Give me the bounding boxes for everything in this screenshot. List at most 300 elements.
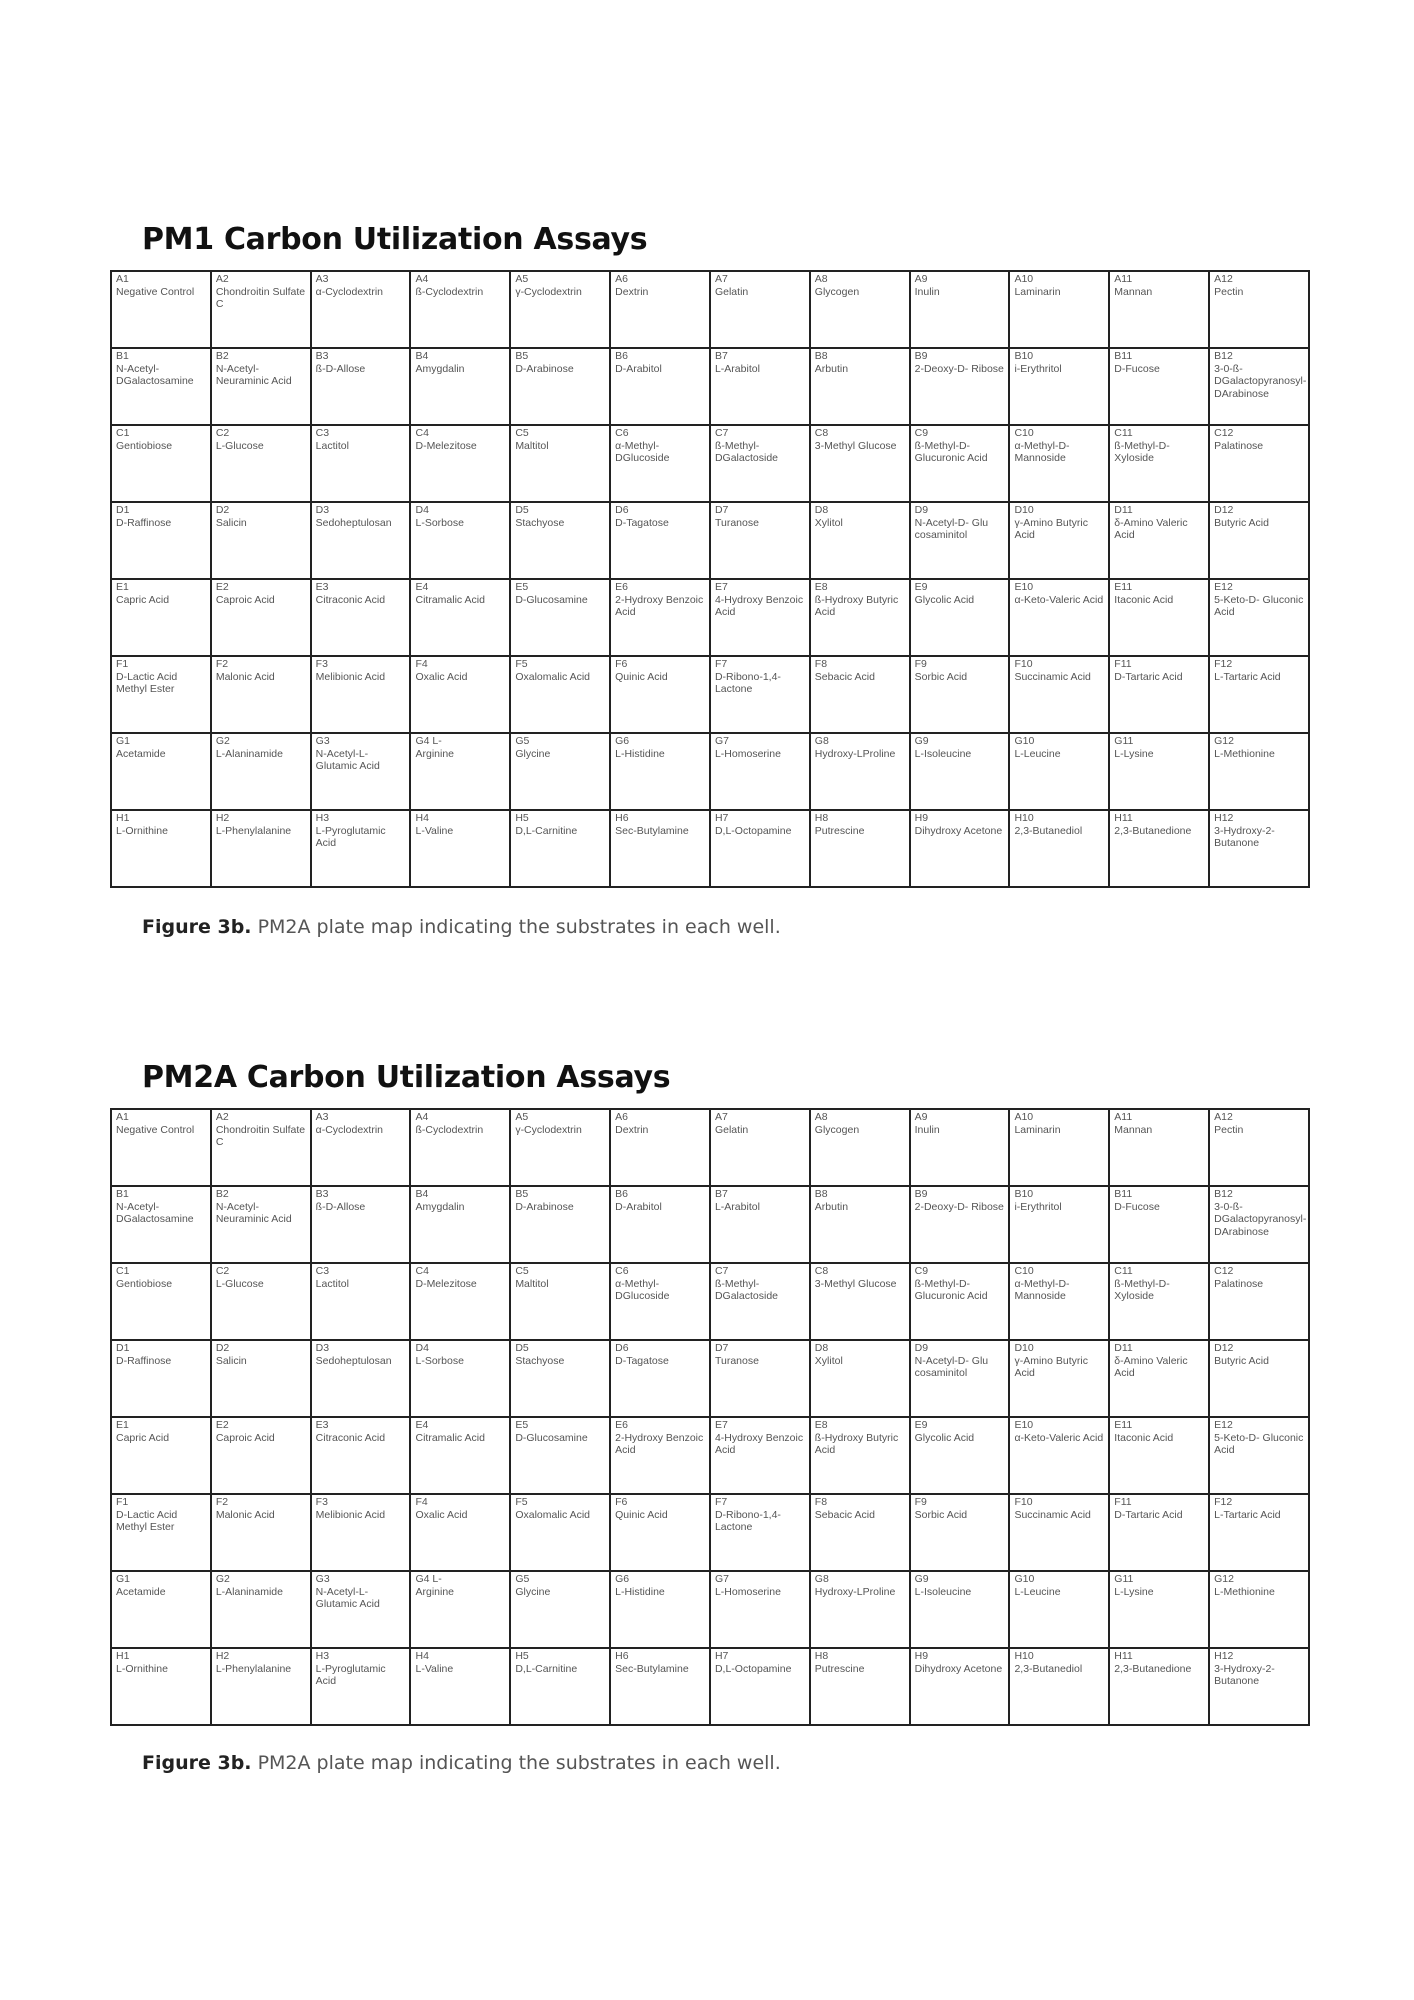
well-substrate: 3-Hydroxy-2- Butanone xyxy=(1214,1662,1275,1687)
well-id: D7 xyxy=(714,504,729,516)
plate-well xyxy=(810,656,910,733)
well-id: B1 xyxy=(116,1188,129,1200)
well-id: C5 xyxy=(515,427,529,439)
plate-well xyxy=(1109,1109,1209,1186)
plate-well xyxy=(1009,579,1109,656)
well-substrate: N-Acetyl-L- Glutamic Acid xyxy=(315,747,380,772)
plate-well xyxy=(510,425,610,502)
well-substrate: Negative Control xyxy=(116,285,195,298)
well-id: F12 xyxy=(1214,1496,1233,1508)
well-substrate: L-Ornithine xyxy=(116,1662,168,1675)
plate-well xyxy=(1109,1417,1209,1494)
well-substrate: Inulin xyxy=(914,1123,940,1136)
well-substrate: ß-Hydroxy Butyric Acid xyxy=(814,1431,899,1456)
well-substrate: Melibionic Acid xyxy=(315,1508,386,1521)
plate-well xyxy=(311,1494,411,1571)
well-substrate: Mannan xyxy=(1114,285,1153,298)
plate-well xyxy=(610,579,710,656)
well-substrate: Arginine xyxy=(415,747,455,760)
well-id: B6 xyxy=(615,350,628,362)
well-id: F4 xyxy=(415,1496,428,1508)
well-substrate: Citramalic Acid xyxy=(415,1431,485,1444)
plate-well xyxy=(710,1340,810,1417)
plate-well xyxy=(1009,271,1109,348)
plate-well xyxy=(910,1340,1010,1417)
well-substrate: D-Melezitose xyxy=(415,439,477,452)
plate-well xyxy=(910,1186,1010,1263)
plate-well xyxy=(311,425,411,502)
well-id: D1 xyxy=(116,504,130,516)
plate-well xyxy=(910,1417,1010,1494)
plate-well xyxy=(1209,425,1309,502)
well-substrate: L-Phenylalanine xyxy=(215,824,292,837)
well-substrate: ß-D-Allose xyxy=(315,362,366,375)
well-substrate: Hydroxy-LProline xyxy=(814,1585,896,1598)
plate-well xyxy=(410,1417,510,1494)
well-id: D12 xyxy=(1214,1342,1234,1354)
well-id: B3 xyxy=(315,350,329,362)
well-substrate: L-Isoleucine xyxy=(914,747,972,760)
well-id: B5 xyxy=(515,1188,529,1200)
well-substrate: 4-Hydroxy Benzoic Acid xyxy=(714,1431,804,1456)
plate-well xyxy=(510,502,610,579)
well-id: F9 xyxy=(914,1496,927,1508)
well-substrate: N-Acetyl-D- Glu cosaminitol xyxy=(914,516,989,541)
well-substrate: D-Arabinose xyxy=(515,362,574,375)
well-substrate: Pectin xyxy=(1214,1123,1244,1136)
plate-well xyxy=(111,1109,211,1186)
well-substrate: D-Glucosamine xyxy=(515,593,588,606)
well-id: H11 xyxy=(1114,812,1133,824)
well-id: G6 xyxy=(615,1573,630,1585)
well-substrate: Gelatin xyxy=(714,285,749,298)
well-substrate: 2,3-Butanedione xyxy=(1114,824,1192,837)
plate-well xyxy=(610,1571,710,1648)
well-id: B5 xyxy=(515,350,529,362)
well-substrate: Caproic Acid xyxy=(215,1431,275,1444)
well-id: H8 xyxy=(814,812,829,824)
plate-well xyxy=(1209,502,1309,579)
well-id: G2 xyxy=(215,735,230,747)
well-id: G9 xyxy=(914,1573,929,1585)
caption-label: Figure 3b. xyxy=(142,916,252,938)
well-id: G12 xyxy=(1214,735,1234,747)
well-id: A5 xyxy=(515,273,529,285)
plate-well xyxy=(1209,1340,1309,1417)
well-id: H9 xyxy=(914,1650,929,1662)
well-substrate: Maltitol xyxy=(515,1277,549,1290)
plate-well xyxy=(311,810,411,887)
well-id: G10 xyxy=(1014,735,1035,747)
plate-well xyxy=(1109,1648,1209,1725)
plate-well xyxy=(910,1109,1010,1186)
well-id: E5 xyxy=(515,581,529,593)
well-id: H12 xyxy=(1214,1650,1234,1662)
well-substrate: ß-Cyclodextrin xyxy=(415,1123,484,1136)
well-substrate: Lactitol xyxy=(315,1277,349,1290)
plate-row xyxy=(111,656,1309,733)
plate-well xyxy=(610,1109,710,1186)
well-id: C10 xyxy=(1014,1265,1034,1277)
well-substrate: Turanose xyxy=(714,516,759,529)
well-substrate: α-Methyl-D- Mannoside xyxy=(1014,1277,1070,1302)
well-substrate: ß-D-Allose xyxy=(315,1200,366,1213)
well-substrate: Glycine xyxy=(515,747,551,760)
plate-well xyxy=(510,348,610,425)
well-substrate: Glycolic Acid xyxy=(914,593,975,606)
well-substrate: ß-Methyl- DGalactoside xyxy=(714,1277,778,1302)
well-id: A1 xyxy=(116,1111,129,1123)
well-id: B6 xyxy=(615,1188,628,1200)
well-id: G3 xyxy=(315,735,330,747)
plate-well xyxy=(410,1263,510,1340)
plate-well xyxy=(1209,1417,1309,1494)
well-substrate: L-Lysine xyxy=(1114,1585,1154,1598)
well-substrate: ß-Cyclodextrin xyxy=(415,285,484,298)
well-substrate: D-Raffinose xyxy=(116,1354,172,1367)
plate-well xyxy=(1209,1494,1309,1571)
plate-well xyxy=(910,271,1010,348)
plate-well xyxy=(410,1109,510,1186)
plate-well xyxy=(211,1340,311,1417)
well-substrate: i-Erythritol xyxy=(1014,362,1062,375)
plate-well xyxy=(1109,1263,1209,1340)
well-id: D5 xyxy=(515,504,529,516)
plate-well xyxy=(311,1263,411,1340)
well-id: H10 xyxy=(1014,812,1034,824)
well-substrate: ß-Methyl-D- Xyloside xyxy=(1114,439,1170,464)
well-id: B7 xyxy=(714,1188,728,1200)
well-id: A3 xyxy=(315,273,329,285)
plate-row xyxy=(111,1648,1309,1725)
well-id: C7 xyxy=(714,427,729,439)
well-id: A12 xyxy=(1214,1111,1233,1123)
plate-well xyxy=(1009,1571,1109,1648)
plate-well xyxy=(410,733,510,810)
plate-well xyxy=(510,1340,610,1417)
plate-well xyxy=(311,348,411,425)
plate-well xyxy=(111,1494,211,1571)
plate-well xyxy=(211,1109,311,1186)
well-id: A4 xyxy=(415,273,429,285)
well-id: H6 xyxy=(615,1650,629,1662)
well-id: H6 xyxy=(615,812,629,824)
plate-well xyxy=(810,1648,910,1725)
plate-well xyxy=(510,656,610,733)
well-id: C3 xyxy=(315,427,330,439)
well-substrate: ß-Methyl- DGalactoside xyxy=(714,439,778,464)
plate-well xyxy=(1009,502,1109,579)
well-substrate: Quinic Acid xyxy=(615,670,668,683)
well-substrate: N-Acetyl- DGalactosamine xyxy=(116,1200,194,1225)
plate-well xyxy=(1109,810,1209,887)
well-id: F9 xyxy=(914,658,927,670)
well-id: E9 xyxy=(914,581,928,593)
well-substrate: D-Raffinose xyxy=(116,516,172,529)
well-substrate: Laminarin xyxy=(1014,285,1061,298)
well-id: D9 xyxy=(914,1342,929,1354)
well-id: E7 xyxy=(714,581,728,593)
well-substrate: N-Acetyl- Neuraminic Acid xyxy=(215,362,292,387)
well-substrate: Oxalomalic Acid xyxy=(515,1508,591,1521)
plate-well xyxy=(1209,733,1309,810)
plate-well xyxy=(311,733,411,810)
plate-well xyxy=(610,1648,710,1725)
well-substrate: Sec-Butylamine xyxy=(615,1662,689,1675)
well-substrate: Gentiobiose xyxy=(116,1277,173,1290)
plate-well xyxy=(610,656,710,733)
plate-well xyxy=(311,271,411,348)
well-id: G3 xyxy=(315,1573,330,1585)
well-substrate: Citramalic Acid xyxy=(415,593,485,606)
well-substrate: Chondroitin Sulfate C xyxy=(215,1123,306,1148)
plate-well xyxy=(410,1340,510,1417)
well-substrate: L-Alaninamide xyxy=(215,1585,283,1598)
plate-well xyxy=(410,579,510,656)
well-substrate: 3-Methyl Glucose xyxy=(814,1277,897,1290)
well-id: C7 xyxy=(714,1265,729,1277)
well-id: E3 xyxy=(315,1419,329,1431)
well-substrate: Maltitol xyxy=(515,439,549,452)
well-id: C6 xyxy=(615,427,629,439)
well-substrate: Stachyose xyxy=(515,1354,565,1367)
well-substrate: Melibionic Acid xyxy=(315,670,386,683)
plate-well xyxy=(810,348,910,425)
plate-row xyxy=(111,1109,1309,1186)
well-substrate: D-Ribono-1,4- Lactone xyxy=(714,670,781,695)
plate-well xyxy=(410,425,510,502)
plate-well xyxy=(1109,1494,1209,1571)
well-substrate: D,L-Carnitine xyxy=(515,824,578,837)
plate-well xyxy=(211,1494,311,1571)
well-substrate: Sorbic Acid xyxy=(914,670,968,683)
well-substrate: Malonic Acid xyxy=(215,670,275,683)
well-id: G9 xyxy=(914,735,929,747)
well-substrate: δ-Amino Valeric Acid xyxy=(1114,1354,1188,1379)
well-id: A2 xyxy=(215,1111,229,1123)
well-id: A11 xyxy=(1114,1111,1133,1123)
well-substrate: Sebacic Acid xyxy=(814,1508,875,1521)
well-id: C11 xyxy=(1114,427,1133,439)
well-substrate: 5-Keto-D- Gluconic Acid xyxy=(1214,1431,1304,1456)
well-id: F5 xyxy=(515,658,528,670)
plate-row xyxy=(111,1494,1309,1571)
plate-row xyxy=(111,1340,1309,1417)
well-substrate: L-Homoserine xyxy=(714,1585,781,1598)
plate-row xyxy=(111,348,1309,425)
plate-well xyxy=(510,810,610,887)
well-id: E1 xyxy=(116,1419,129,1431)
plate-well xyxy=(510,1263,610,1340)
well-substrate: 2-Hydroxy Benzoic Acid xyxy=(615,593,704,618)
well-id: C12 xyxy=(1214,427,1234,439)
well-id: C8 xyxy=(814,1265,829,1277)
plate-well xyxy=(1009,1417,1109,1494)
well-substrate: Salicin xyxy=(215,516,247,529)
well-substrate: α-Methyl-D- Mannoside xyxy=(1014,439,1070,464)
well-id: B7 xyxy=(714,350,728,362)
well-id: C1 xyxy=(116,1265,130,1277)
plate-well xyxy=(1109,348,1209,425)
well-id: G6 xyxy=(615,735,630,747)
plate-well xyxy=(311,1340,411,1417)
well-substrate: D-Tartaric Acid xyxy=(1114,1508,1183,1521)
well-substrate: 2-Deoxy-D- Ribose xyxy=(914,1200,1004,1213)
well-substrate: D,L-Octopamine xyxy=(714,1662,792,1675)
well-substrate: D-Tartaric Acid xyxy=(1114,670,1183,683)
plate-well xyxy=(1109,1340,1209,1417)
well-id: F1 xyxy=(116,1496,129,1508)
well-id: E11 xyxy=(1114,581,1133,593)
well-id: C9 xyxy=(914,427,929,439)
well-substrate: 2,3-Butanedione xyxy=(1114,1662,1192,1675)
plate-well xyxy=(910,1648,1010,1725)
well-substrate: L-Tartaric Acid xyxy=(1214,670,1281,683)
well-substrate: Chondroitin Sulfate C xyxy=(215,285,306,310)
well-substrate: α-Cyclodextrin xyxy=(315,1123,383,1136)
well-id: A3 xyxy=(315,1111,329,1123)
well-substrate: γ-Amino Butyric Acid xyxy=(1014,516,1088,541)
well-id: F10 xyxy=(1014,658,1033,670)
plate-well xyxy=(211,579,311,656)
well-id: C3 xyxy=(315,1265,330,1277)
plate-well xyxy=(910,425,1010,502)
well-substrate: 5-Keto-D- Gluconic Acid xyxy=(1214,593,1304,618)
well-id: E6 xyxy=(615,1419,628,1431)
pm1-plate-map xyxy=(110,270,1310,888)
well-id: D6 xyxy=(615,1342,629,1354)
plate-well xyxy=(610,733,710,810)
plate-well xyxy=(510,271,610,348)
plate-well xyxy=(810,1417,910,1494)
well-substrate: D,L-Octopamine xyxy=(714,824,792,837)
well-id: F6 xyxy=(615,1496,628,1508)
plate-well xyxy=(710,1494,810,1571)
well-substrate: L-Leucine xyxy=(1014,1585,1061,1598)
well-id: H5 xyxy=(515,1650,529,1662)
well-substrate: D-Arabitol xyxy=(615,1200,662,1213)
well-id: C5 xyxy=(515,1265,529,1277)
well-substrate: Sec-Butylamine xyxy=(615,824,689,837)
plate-well xyxy=(410,656,510,733)
plate-well xyxy=(1209,1109,1309,1186)
well-id: B4 xyxy=(415,1188,429,1200)
plate-well xyxy=(410,810,510,887)
plate-well xyxy=(610,502,710,579)
plate-well xyxy=(810,271,910,348)
well-substrate: Succinamic Acid xyxy=(1014,1508,1091,1521)
well-substrate: Amygdalin xyxy=(415,362,465,375)
well-substrate: Gentiobiose xyxy=(116,439,173,452)
plate-well xyxy=(610,1340,710,1417)
well-id: A8 xyxy=(814,1111,828,1123)
well-id: H1 xyxy=(116,1650,130,1662)
plate-well xyxy=(211,1263,311,1340)
plate-well xyxy=(910,810,1010,887)
well-id: H3 xyxy=(315,812,330,824)
plate-well xyxy=(1109,1571,1209,1648)
well-id: F5 xyxy=(515,1496,528,1508)
well-substrate: L-Lysine xyxy=(1114,747,1154,760)
well-id: H12 xyxy=(1214,812,1234,824)
well-id: D7 xyxy=(714,1342,729,1354)
plate-well xyxy=(810,1340,910,1417)
well-substrate: L-Glucose xyxy=(215,439,264,452)
well-substrate: Quinic Acid xyxy=(615,1508,668,1521)
plate-well xyxy=(710,1263,810,1340)
well-id: A12 xyxy=(1214,273,1233,285)
well-substrate: L-Alaninamide xyxy=(215,747,283,760)
well-id: F7 xyxy=(714,658,728,670)
plate-well xyxy=(710,579,810,656)
well-id: F7 xyxy=(714,1496,728,1508)
plate-well xyxy=(810,502,910,579)
plate-well xyxy=(1009,1494,1109,1571)
plate-well xyxy=(211,733,311,810)
well-substrate: Sorbic Acid xyxy=(914,1508,968,1521)
plate-well xyxy=(410,348,510,425)
caption-label: Figure 3b. xyxy=(142,1752,252,1774)
well-id: E8 xyxy=(814,1419,828,1431)
well-substrate: Acetamide xyxy=(116,1585,166,1598)
well-substrate: Arbutin xyxy=(814,362,849,375)
well-id: B2 xyxy=(215,350,229,362)
well-substrate: Salicin xyxy=(215,1354,247,1367)
well-substrate: L-Valine xyxy=(415,1662,454,1675)
pm2a-title: PM2A Carbon Utilization Assays xyxy=(142,1060,671,1095)
well-id: F8 xyxy=(814,658,828,670)
well-substrate: γ-Amino Butyric Acid xyxy=(1014,1354,1088,1379)
plate-well xyxy=(1209,1571,1309,1648)
well-id: C11 xyxy=(1114,1265,1133,1277)
well-id: E5 xyxy=(515,1419,529,1431)
plate-well xyxy=(111,425,211,502)
plate-well xyxy=(211,271,311,348)
plate-well xyxy=(610,1494,710,1571)
well-substrate: Dihydroxy Acetone xyxy=(914,824,1003,837)
plate-well xyxy=(810,1263,910,1340)
plate-well xyxy=(910,502,1010,579)
plate-well xyxy=(1209,579,1309,656)
well-id: G4 L- xyxy=(415,735,442,747)
plate-well xyxy=(1109,579,1209,656)
well-id: D10 xyxy=(1014,1342,1034,1354)
well-id: G8 xyxy=(814,1573,829,1585)
well-id: F10 xyxy=(1014,1496,1033,1508)
well-id: D8 xyxy=(814,1342,829,1354)
well-substrate: Citraconic Acid xyxy=(315,1431,386,1444)
well-id: C4 xyxy=(415,427,429,439)
plate-row xyxy=(111,1263,1309,1340)
well-id: H10 xyxy=(1014,1650,1034,1662)
plate-well xyxy=(311,1109,411,1186)
plate-well xyxy=(1209,271,1309,348)
plate-well xyxy=(510,1571,610,1648)
well-id: A6 xyxy=(615,1111,628,1123)
plate-well xyxy=(1109,733,1209,810)
plate-row xyxy=(111,810,1309,887)
well-id: A6 xyxy=(615,273,628,285)
well-substrate: Oxalomalic Acid xyxy=(515,670,591,683)
well-substrate: L-Glucose xyxy=(215,1277,264,1290)
well-id: D2 xyxy=(215,504,230,516)
well-id: B8 xyxy=(814,1188,828,1200)
well-substrate: Xylitol xyxy=(814,516,843,529)
plate-row xyxy=(111,1417,1309,1494)
plate-row xyxy=(111,271,1309,348)
plate-well xyxy=(111,656,211,733)
well-substrate: L-Valine xyxy=(415,824,454,837)
